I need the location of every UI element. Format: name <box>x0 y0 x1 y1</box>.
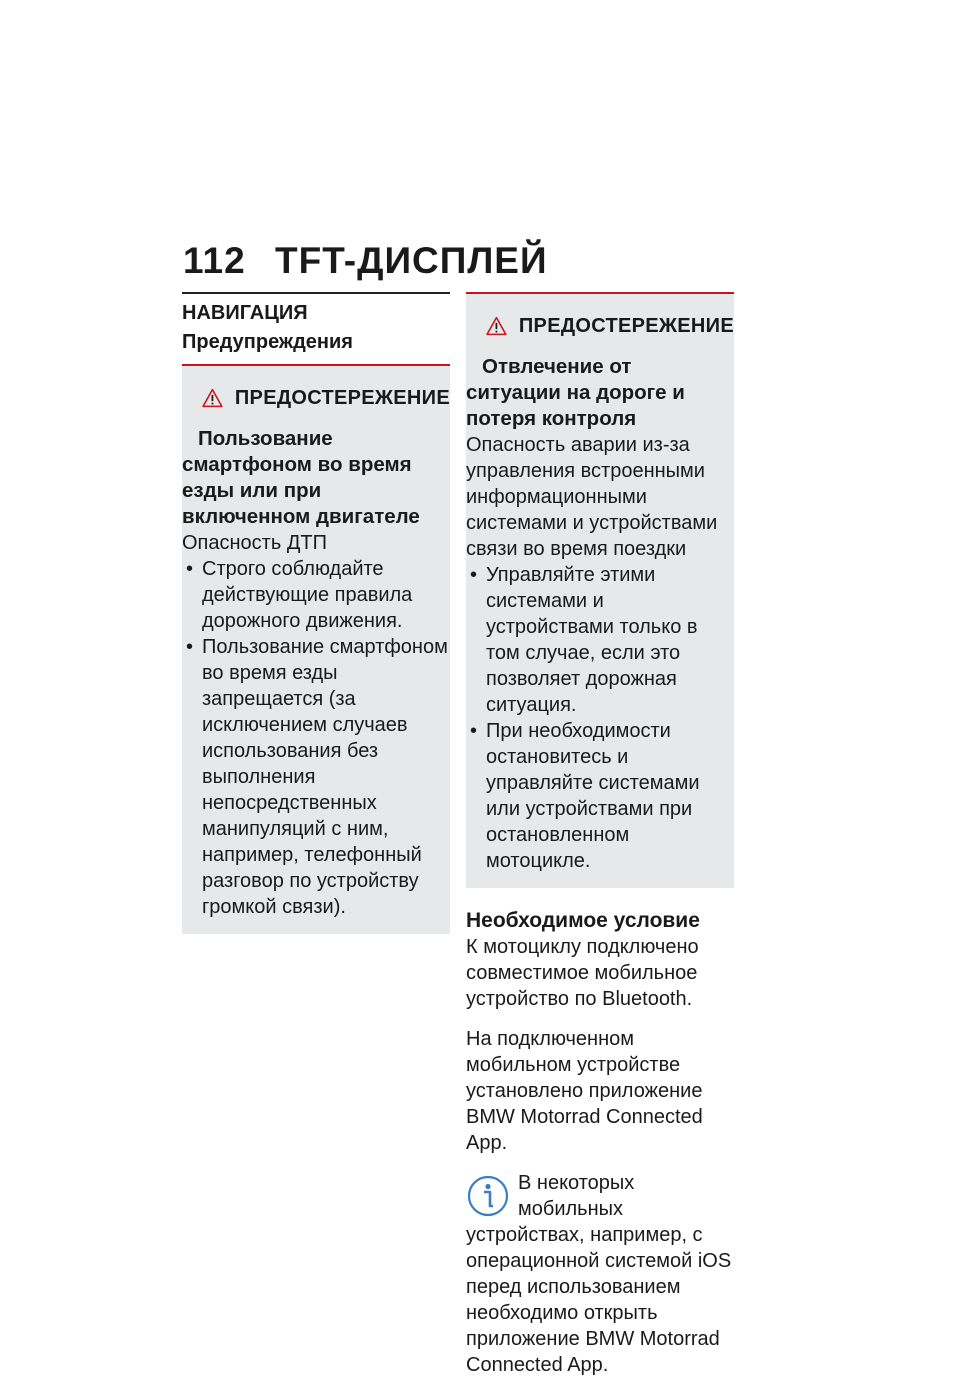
requirement-text: К мотоциклу подключено совместимое мобильное устройство по Bluetooth. <box>466 936 699 1010</box>
warning-title-text: Отвлечение от ситуации на дороге и потеря контроля <box>466 355 685 430</box>
warning-text: Опасность аварии из-за управления встроенными информационными системами и устройствами связи во время поездки <box>466 434 718 560</box>
subsection-title: Предупреждения <box>182 331 353 353</box>
info-text: В некоторых мобильных устройствах, например, с операционной системой iOS перед использованием необходимо открыть приложение BMW Motorrad Connected App. <box>466 1172 732 1376</box>
left-column <box>182 292 450 934</box>
right-column <box>466 292 734 1378</box>
warning-title <box>182 426 450 530</box>
page-header <box>183 240 548 282</box>
list-item: • При необходимости остановитесь и управляйте системами или устройствами при остановленном мотоцикле. <box>466 718 734 874</box>
warning-text: Опасность ДТП <box>182 532 327 554</box>
warning-triangle-icon <box>486 308 507 344</box>
warning-bullets <box>182 556 450 920</box>
info-note <box>466 1170 734 1378</box>
info-icon <box>466 1174 510 1218</box>
list-item: • Строго соблюдайте действующие правила дорожного движения. <box>182 556 450 634</box>
list-item: • Пользование смартфоном во время езды запрещается (за исключением случаев использования без выполнения непосредственных манипуляций с ним, например, телефонный разговор по устройству громкой связи). <box>182 634 450 920</box>
section-divider <box>182 292 450 294</box>
warning-title <box>466 354 734 432</box>
warning-label: ПРЕДОСТЕРЕЖЕНИЕ <box>518 314 734 337</box>
warning-title-text: Пользование смартфоном во время езды или при включенном двигателе <box>182 427 420 528</box>
section-title: НАВИГАЦИЯ <box>182 302 308 324</box>
warning-label: ПРЕДОСТЕРЕЖЕНИЕ <box>234 386 450 409</box>
page-title: TFT-ДИСПЛЕЙ <box>275 240 548 281</box>
requirement-heading: Необходимое условие <box>466 909 700 932</box>
warning-header <box>182 380 450 416</box>
page-number: 112 <box>183 240 246 281</box>
app-text: На подключенном мобильном устройстве установлено приложение BMW Motorrad Connected App. <box>466 1028 703 1154</box>
warning-box <box>466 294 734 888</box>
list-item: • Управляйте этими системами и устройствами только в том случае, если это позволяет дорожная ситуация. <box>466 562 734 718</box>
warning-header <box>466 308 734 344</box>
warning-box <box>182 366 450 934</box>
warning-bullets <box>466 562 734 874</box>
warning-triangle-icon <box>202 380 223 416</box>
